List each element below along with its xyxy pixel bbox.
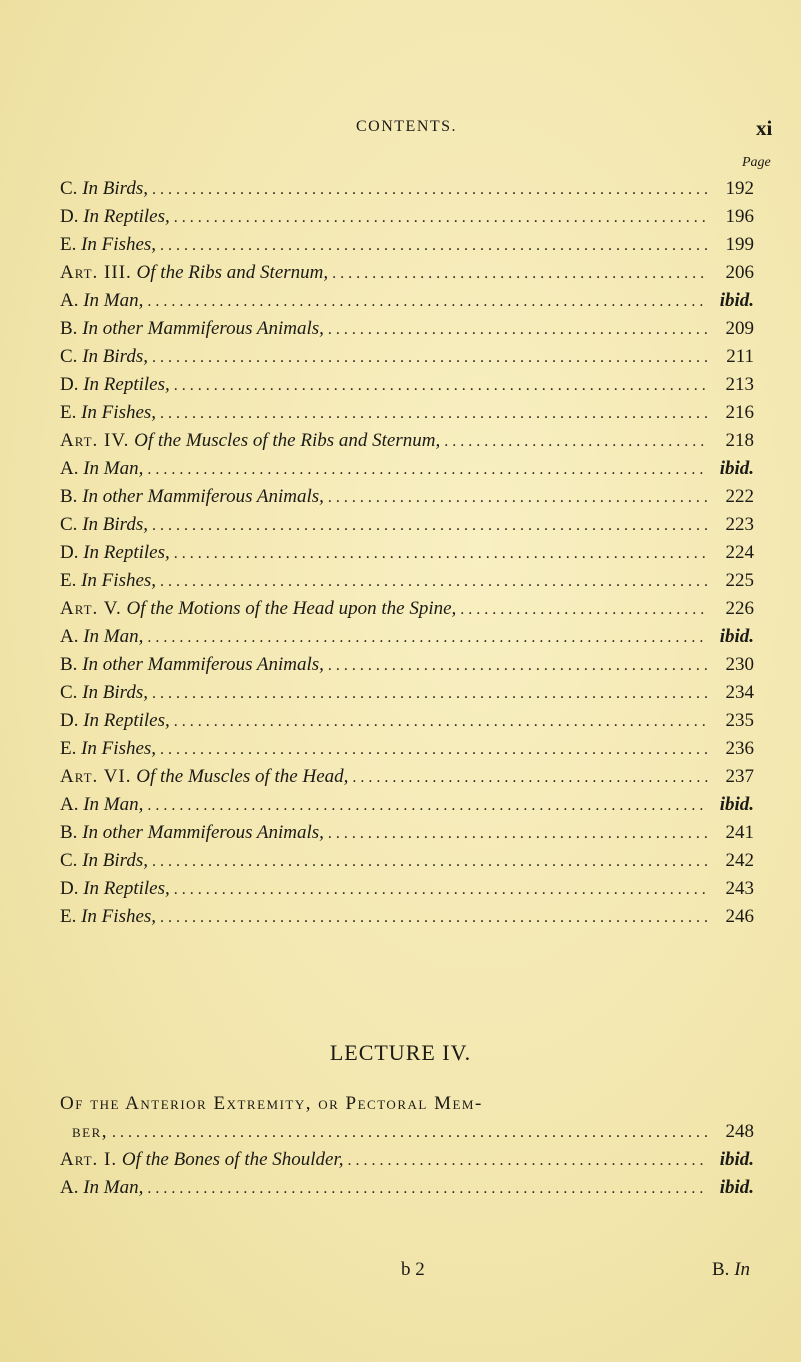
toc-entry-key: C. bbox=[60, 682, 78, 703]
toc-entry bbox=[60, 318, 754, 346]
page-number: xi bbox=[756, 116, 773, 140]
toc-entry-page: 213 bbox=[725, 374, 754, 395]
toc-entry bbox=[60, 822, 754, 850]
leader-dots bbox=[147, 293, 708, 311]
toc-entry-page: 243 bbox=[725, 878, 754, 899]
toc-entry bbox=[60, 430, 754, 458]
toc-entry-page: 235 bbox=[725, 710, 754, 731]
toc-entry-page: 234 bbox=[725, 682, 754, 703]
lecture-entries bbox=[60, 1149, 754, 1205]
toc-entry-label bbox=[60, 178, 148, 200]
toc-entry-key: C. bbox=[60, 850, 78, 871]
lecture-title: LECTURE IV. bbox=[329, 1040, 472, 1065]
toc-entry-label bbox=[60, 794, 143, 816]
toc-entry-page: 206 bbox=[725, 262, 754, 283]
toc-entry bbox=[60, 1149, 754, 1177]
toc-entry-label bbox=[60, 234, 156, 256]
leader-dots bbox=[152, 685, 708, 703]
toc-entry-page: 226 bbox=[725, 598, 754, 619]
toc-entry-title: Of the Motions of the Head upon the Spine, bbox=[126, 598, 457, 619]
toc-entry bbox=[60, 542, 754, 570]
toc-entry-page: 246 bbox=[725, 906, 754, 927]
toc-entry-title: In Reptiles, bbox=[83, 710, 170, 731]
toc-entry bbox=[60, 738, 754, 766]
toc-entry-label bbox=[60, 262, 328, 284]
toc-entry-page: ibid. bbox=[719, 458, 754, 479]
toc-entry-label bbox=[60, 878, 170, 900]
leader-dots bbox=[160, 237, 708, 255]
page-column-label: Page bbox=[742, 155, 771, 170]
toc-entry-key: Art. IV. bbox=[60, 430, 130, 451]
toc-entry-label bbox=[60, 906, 156, 928]
toc-entry-page: 192 bbox=[725, 178, 754, 199]
toc-entry-label bbox=[60, 1177, 143, 1199]
toc-entry-label bbox=[60, 206, 170, 228]
toc-entry-label bbox=[60, 654, 324, 676]
toc-entry bbox=[60, 570, 754, 598]
toc-entry-title: In other Mammiferous Animals, bbox=[82, 822, 324, 843]
leader-dots bbox=[147, 461, 708, 479]
toc-entry bbox=[60, 906, 754, 934]
leader-dots bbox=[174, 881, 708, 899]
toc-entry-label bbox=[60, 626, 143, 648]
toc-entry bbox=[60, 486, 754, 514]
toc-entry-page: ibid. bbox=[719, 290, 754, 311]
toc-entry-title: In Man, bbox=[83, 1177, 144, 1198]
toc-entry-label bbox=[60, 738, 156, 760]
toc-entry bbox=[60, 206, 754, 234]
leader-dots bbox=[152, 517, 708, 535]
toc-entry-title: Of the Bones of the Shoulder, bbox=[121, 1149, 344, 1170]
toc-entry-key: E. bbox=[60, 738, 77, 759]
toc-entry-page: 222 bbox=[725, 486, 754, 507]
toc-entry-label bbox=[60, 430, 440, 452]
leader-dots bbox=[152, 181, 708, 199]
toc-entry-key: D. bbox=[60, 878, 79, 899]
leader-dots bbox=[160, 909, 708, 927]
toc-entry-label bbox=[60, 570, 156, 592]
toc-entry-label bbox=[60, 850, 148, 872]
leader-dots bbox=[174, 545, 708, 563]
leader-dots bbox=[332, 265, 708, 283]
toc-entry bbox=[60, 794, 754, 822]
leader-dots bbox=[460, 601, 708, 619]
toc-entry-key: Art. V. bbox=[60, 598, 122, 619]
toc-entry-title: Of the Muscles of the Ribs and Sternum, bbox=[134, 430, 441, 451]
leader-dots bbox=[160, 573, 708, 591]
toc-entry-title: In Fishes, bbox=[81, 738, 157, 759]
leader-dots bbox=[174, 713, 708, 731]
toc-entry-title: In Birds, bbox=[82, 682, 148, 703]
toc-entry-label bbox=[60, 318, 324, 340]
toc-entry-key: E. bbox=[60, 906, 77, 927]
leader-dots bbox=[328, 489, 708, 507]
leader-dots bbox=[174, 377, 708, 395]
toc-entry-label bbox=[60, 710, 170, 732]
toc-entry-title: In other Mammiferous Animals, bbox=[82, 654, 324, 675]
toc-entry-label bbox=[60, 598, 456, 620]
toc-entry-page: 230 bbox=[725, 654, 754, 675]
toc-entry bbox=[60, 374, 754, 402]
toc-entry-page: ibid. bbox=[719, 626, 754, 647]
toc-entry bbox=[60, 514, 754, 542]
toc-entry-key: C. bbox=[60, 178, 78, 199]
toc-entry-key: D. bbox=[60, 206, 79, 227]
toc-entry-title: In Reptiles, bbox=[83, 878, 170, 899]
toc-entry-key: E. bbox=[60, 234, 77, 255]
toc-entry-page: 224 bbox=[725, 542, 754, 563]
toc-entry-page: 236 bbox=[725, 738, 754, 759]
toc-entry bbox=[60, 626, 754, 654]
leader-dots bbox=[147, 1180, 708, 1198]
toc-entry-title: In Reptiles, bbox=[83, 206, 170, 227]
toc-entry bbox=[60, 262, 754, 290]
toc-entry-title: In Man, bbox=[83, 794, 144, 815]
leader-dots bbox=[160, 405, 708, 423]
toc-entry-key: E. bbox=[60, 570, 77, 591]
signature-mark: b 2 bbox=[401, 1259, 425, 1280]
toc-entry-key: A. bbox=[60, 1177, 79, 1198]
page-header bbox=[0, 116, 801, 146]
toc-entry-key: C. bbox=[60, 346, 78, 367]
toc-entry-label bbox=[60, 402, 156, 424]
toc-entry bbox=[60, 402, 754, 430]
toc-entry-page: ibid. bbox=[719, 1177, 754, 1198]
toc-entry-title: In Man, bbox=[83, 458, 144, 479]
toc-entry-key: B. bbox=[60, 486, 78, 507]
leader-dots bbox=[352, 769, 708, 787]
toc-entry-title: In Fishes, bbox=[81, 906, 157, 927]
toc-entry-label bbox=[60, 486, 324, 508]
table-of-contents bbox=[60, 178, 754, 934]
lecture-heading-line-1: Of the Anterior Extremity, or Pectoral Mem- bbox=[60, 1093, 483, 1114]
toc-entry-key: B. bbox=[60, 318, 78, 339]
toc-entry bbox=[60, 682, 754, 710]
page-footer bbox=[0, 1259, 801, 1289]
toc-entry bbox=[60, 178, 754, 206]
toc-entry-title: In Fishes, bbox=[81, 570, 157, 591]
lecture-heading-page: 248 bbox=[725, 1121, 754, 1142]
toc-entry bbox=[60, 710, 754, 738]
toc-entry-title: In Birds, bbox=[82, 346, 148, 367]
toc-entry-page: 218 bbox=[725, 430, 754, 451]
toc-entry-label bbox=[60, 514, 148, 536]
toc-entry-page: 241 bbox=[725, 822, 754, 843]
catchword-key: B. bbox=[712, 1259, 730, 1280]
toc-entry-key: B. bbox=[60, 654, 78, 675]
toc-entry-label bbox=[60, 766, 348, 788]
toc-entry-page: 196 bbox=[725, 206, 754, 227]
leader-dots bbox=[328, 321, 708, 339]
leader-dots bbox=[160, 741, 708, 759]
toc-entry-key: Art. III. bbox=[60, 262, 132, 283]
leader-dots bbox=[328, 657, 708, 675]
toc-entry-page: 225 bbox=[725, 570, 754, 591]
toc-entry-key: C. bbox=[60, 514, 78, 535]
toc-entry bbox=[60, 598, 754, 626]
toc-entry-key: D. bbox=[60, 710, 79, 731]
toc-entry-page: ibid. bbox=[719, 794, 754, 815]
leader-dots bbox=[152, 349, 708, 367]
toc-entry-label bbox=[60, 682, 148, 704]
toc-entry-label bbox=[60, 374, 170, 396]
toc-entry-key: E. bbox=[60, 402, 77, 423]
toc-entry-title: In Birds, bbox=[82, 850, 148, 871]
toc-entry-page: 211 bbox=[726, 346, 754, 367]
toc-entry-label bbox=[60, 542, 170, 564]
toc-entry-title: Of the Ribs and Sternum, bbox=[136, 262, 329, 283]
leader-dots bbox=[147, 797, 708, 815]
leader-dots bbox=[328, 825, 708, 843]
leader-dots bbox=[174, 209, 708, 227]
toc-entry-page: 223 bbox=[725, 514, 754, 535]
toc-entry-page: 242 bbox=[725, 850, 754, 871]
catchword bbox=[712, 1259, 750, 1281]
toc-entry-title: In Reptiles, bbox=[83, 542, 170, 563]
toc-entry bbox=[60, 766, 754, 794]
lecture-heading-row bbox=[60, 1121, 754, 1149]
leader-dots bbox=[444, 433, 708, 451]
toc-entry-title: In Man, bbox=[83, 290, 144, 311]
toc-entry-title: In Man, bbox=[83, 626, 144, 647]
leader-dots bbox=[147, 629, 708, 647]
lecture-heading-line-2: ber, bbox=[72, 1121, 109, 1142]
toc-entry bbox=[60, 458, 754, 486]
toc-entry bbox=[60, 878, 754, 906]
toc-entry-key: A. bbox=[60, 290, 79, 311]
toc-entry-page: 209 bbox=[725, 318, 754, 339]
toc-entry-title: Of the Muscles of the Head, bbox=[136, 766, 349, 787]
toc-entry-key: A. bbox=[60, 794, 79, 815]
toc-entry-label bbox=[60, 458, 143, 480]
toc-entry bbox=[60, 654, 754, 682]
toc-entry-title: In Fishes, bbox=[81, 234, 157, 255]
toc-entry-page: ibid. bbox=[719, 1149, 754, 1170]
toc-entry-page: 216 bbox=[725, 402, 754, 423]
toc-entry-label bbox=[60, 822, 324, 844]
toc-entry-key: Art. I. bbox=[60, 1149, 118, 1170]
toc-entry-key: B. bbox=[60, 822, 78, 843]
toc-entry-page: 199 bbox=[725, 234, 754, 255]
toc-entry bbox=[60, 850, 754, 878]
toc-entry-key: A. bbox=[60, 458, 79, 479]
leader-dots bbox=[348, 1152, 708, 1170]
toc-entry-label bbox=[60, 1149, 344, 1171]
leader-dots bbox=[152, 853, 708, 871]
toc-entry-title: In Birds, bbox=[82, 178, 148, 199]
toc-entry bbox=[60, 234, 754, 262]
running-head: CONTENTS. bbox=[356, 118, 458, 135]
leader-dots bbox=[112, 1124, 708, 1142]
toc-entry-page: 237 bbox=[725, 766, 754, 787]
catchword-text: In bbox=[734, 1259, 751, 1280]
toc-entry bbox=[60, 346, 754, 374]
toc-entry-title: In Fishes, bbox=[81, 402, 157, 423]
toc-entry bbox=[60, 290, 754, 318]
lecture-section bbox=[60, 1093, 754, 1205]
toc-entry-key: Art. VI. bbox=[60, 766, 132, 787]
toc-entry-title: In other Mammiferous Animals, bbox=[82, 486, 324, 507]
toc-entry-title: In other Mammiferous Animals, bbox=[82, 318, 324, 339]
toc-entry bbox=[60, 1177, 754, 1205]
toc-entry-label bbox=[60, 346, 148, 368]
toc-entry-title: In Birds, bbox=[82, 514, 148, 535]
toc-entry-key: D. bbox=[60, 542, 79, 563]
toc-entry-title: In Reptiles, bbox=[83, 374, 170, 395]
toc-entry-key: D. bbox=[60, 374, 79, 395]
toc-entry-key: A. bbox=[60, 626, 79, 647]
toc-entry-label bbox=[60, 290, 143, 312]
